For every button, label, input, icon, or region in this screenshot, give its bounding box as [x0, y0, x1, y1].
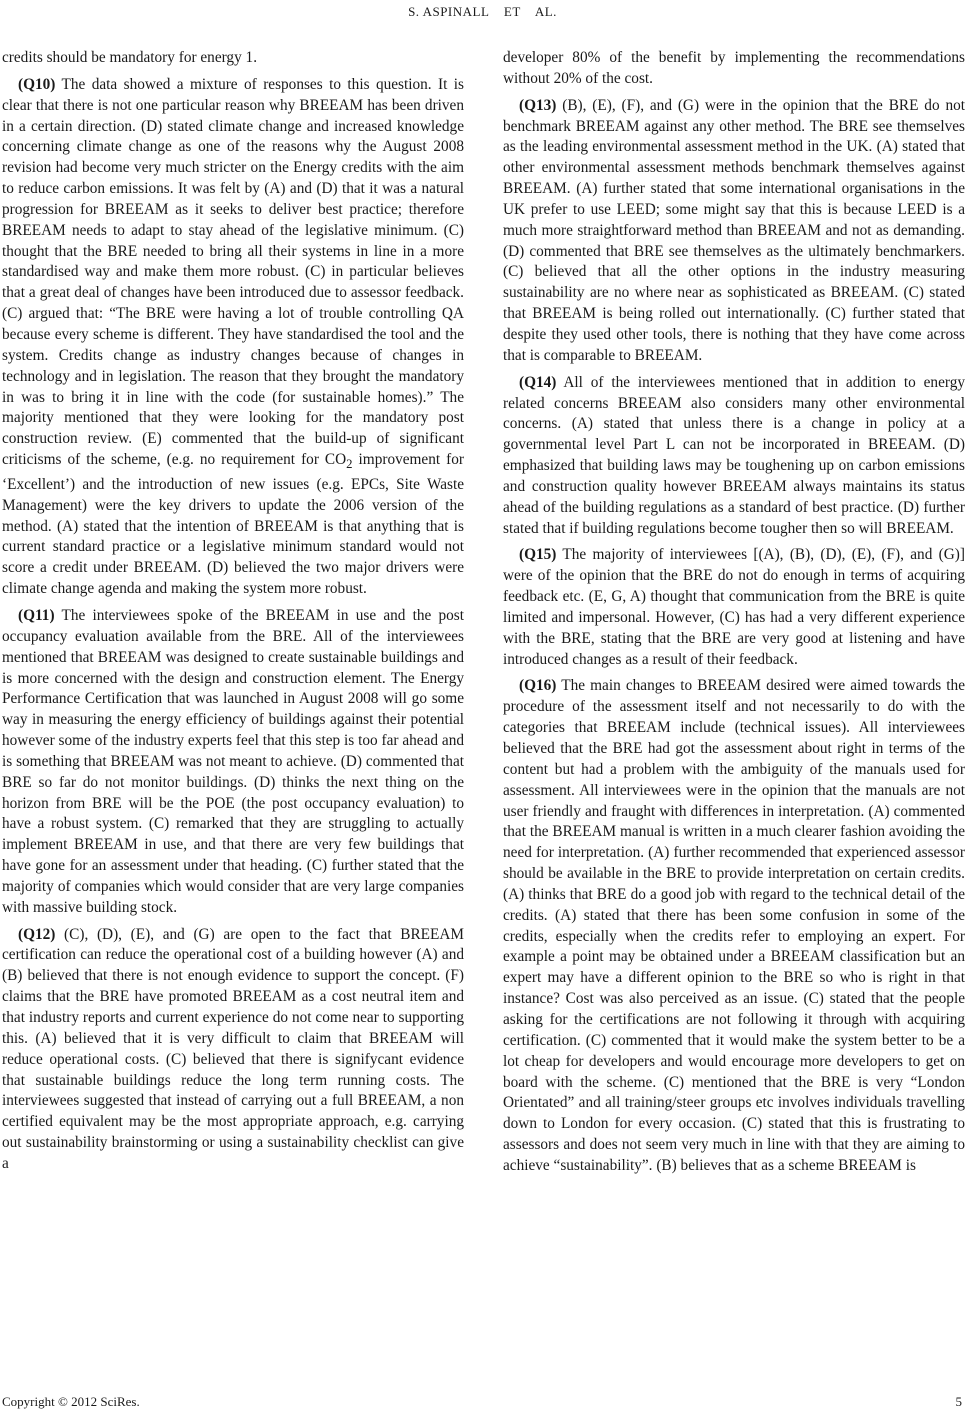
left-column [2, 48, 464, 1181]
question-label: (Q15) [519, 546, 557, 564]
question-label: (Q11) [18, 606, 55, 624]
question-label: (Q14) [519, 373, 557, 391]
paragraph-q16 [503, 676, 965, 1176]
paragraph-text: The main changes to BREEAM desired were aimed towards the procedure of the assessment itself and not necessarily to do with the categories that BREEAM include (technical issues). All interviewees believed that the BRE had got the assessment about right in terms of the content but had a problem with the ambiguity of the manuals used for assessment. All interviewees were in the opinion that the manuals are not user friendly and fraught with differences in interpretation. (A) commented that the BREEAM manual is written in a much clearer fashion avoiding the need for interpretation. (A) further recommended that experienced assessor should be available in the BRE to provide interpretation on certain credits. (A) thinks that BRE do a good job with regard to the technical detail of the credits. (A) stated that there has been some confusion in some of the credits, especially when the credits refer to employing an expert. For example a point may be obtained under a BREEAM classification but an expert may have a different opinion to the BRE so who is right in that instance? Cost was also perceived as an issue. (C) stated that the people asking for the certifications are not following it through with acquiring certification. (C) commented that it would make the system better to be a lot cheap for developers and would encourage more developers to get on board with the scheme. (C) mentioned that the BRE is very “London Orientated” and all training/steer groups etc involves individuals travelling down to London for every occasion. (C) stated that this is frustrating to assessors and does not seem very much in line with that they are aiming to achieve “sustainability”. (B) believes that as a scheme BREEAM is [503, 677, 965, 1174]
paragraph-q14 [503, 373, 965, 540]
page-footer [2, 1394, 962, 1410]
paragraph-q13 [503, 96, 965, 367]
paragraph-continuation: credits should be mandatory for energy 1. [2, 49, 258, 66]
paragraph-text: improvement for ‘Excellent’) and the introduction of new issues (e.g. EPCs, Site Waste Management) were the key drivers to update the 2006 version of the method. (A) stated that the intention of BREEAM is that anything that is current standard practice or a legislative minimum standard would not score a credit under BREEAM. (D) believed the two major drivers were climate change agenda and making the system more robust. [2, 451, 464, 598]
question-label: (Q13) [519, 96, 557, 114]
paragraph-text: The data showed a mixture of responses to this question. It is clear that there is not one particular reason why BREEAM has been driven in a certain direction. (D) stated climate change and increased knowledge concerning climate change as one of the reasons why the August 2008 revision had become very much stricter on the Energy credits with the aim to reduce carbon emissions. It was felt by (A) and (D) that it was a natural progression for BREEAM as it seeks to deliver best practice; therefore BREEAM needs to adapt to stay ahead of the legislative minimum. (C) thought that the BRE needed to bring all their systems in line in a more standardised way and make them more robust. (C) in particular believes that a great deal of changes have been introduced due to assessor feedback. (C) argued that: “The BRE were having a lot of trouble controlling QA because every scheme is different. They have standardised the tool and the system. Credits change as industry changes because of changes in technology and in legislation. The reason that they brought the mandatory in was to bring it in line with the code (for sustainable homes).” The majority mentioned that they were looking for the mandatory post construction review. (E) commented that the build-up of significant criticisms of the scheme, (e.g. no requirement for CO [2, 75, 464, 469]
paragraph-q10 [2, 75, 464, 600]
right-column [503, 48, 965, 1183]
paragraph-text: (C), (D), (E), and (G) are open to the fact that BREEAM certification can reduce the operational cost of a building however (A) and (B) believed that there is not enough evidence to support the concept. (F) claims that the BRE have promoted BREEAM as a cost neutral item and that industry reports and current experience do not come near to supporting this. (A) believed that it is very difficult to claim that BREEAM will reduce operational costs. (C) believed that there is signifycant evidence that sustainable buildings reduce the long term running costs. The interviewees suggested that instead of carrying out a full BREEAM, a non certified equivalent may be the most appropriate approach, e.g. carrying out sustainability brainstorming or using a sustainability checklist can give a [2, 925, 464, 1172]
paragraph-text: The interviewees spoke of the BREEAM in use and the post occupancy evaluation available from the BRE. All of the interviewees mentioned that BREEAM was designed to create sustainable buildings and is more concerned with the design and construction element. The Energy Performance Certification that was launched in August 2008 will go some way in measuring the energy efficiency of buildings against their potential however some of the industry experts feel that this step is too far ahead and is something that BREEAM was not meant to achieve. (D) commented that BRE so far do not monitor buildings. (D) thinks the next thing on the horizon from BRE will be the POE (the post occupancy evaluation) to have a robust system. (C) remarked that they are struggling to actually implement BREEAM in use, and that there are very few buildings that have gone for an assessment under that heading. (C) further stated that the majority of companies which would consider that are very large companies with massive building stock. [2, 606, 464, 916]
paragraph-q12 [2, 925, 464, 1175]
paragraph-q11 [2, 606, 464, 919]
question-label: (Q10) [18, 75, 56, 93]
paragraph-continuation: developer 80% of the benefit by implementing the recommendations without 20% of the cost. [503, 49, 965, 87]
page-number: 5 [955, 1394, 962, 1409]
paragraph-text: (B), (E), (F), and (G) were in the opinion that the BRE do not benchmark BREEAM against any other method. The BRE see themselves as the leading environmental assessment method in the UK. (A) stated that other environmental assessment methods benchmark themselves against BREEAM. (A) further stated that some international organisations in the UK prefer to use LEED; some might say that this is because LEED is a much more straightforward method than BREEAM and not as demanding. (D) commented that BRE see themselves as the ultimately benchmarkers. (C) believed that all the other options in the industry measuring sustainability are no where near as sophisticated as BREEAM. (C) stated that BREEAM is being rolled out internationally. (C) further stated that despite they used other tools, there is nothing that they have come across that is comparable to BREEAM. [503, 96, 965, 364]
paragraph-q15 [503, 545, 965, 670]
question-label: (Q16) [519, 677, 557, 695]
subscript: 2 [346, 457, 353, 472]
paragraph-text: All of the interviewees mentioned that in addition to energy related concerns BREEAM also considers many other environmental concerns. (A) stated that unless there is a change in policy at a governmental level Part L can not be incorporated in BREEAM. (D) emphasized that building laws may be toughening up on carbon emissions and construction quality however BREEAM always maintains its status ahead of the building regulations as a standard of best practice. (D) further stated that if building regulations become tougher then so will BREEAM. [503, 373, 965, 537]
paragraph-text: The majority of interviewees [(A), (B), (D), (E), (F), and (G)] were of the opinion that the BRE do not do enough in terms of acquiring feedback etc. (E, G, A) thought that communication from the BRE is quite limited and impersonal. However, (C) has had a very different experience with the BRE, stating that the BRE are very good at listening and have introduced changes as a result of their feedback. [503, 546, 965, 668]
question-label: (Q12) [18, 925, 56, 943]
running-head: S. ASPINALL ET AL. [408, 4, 557, 19]
copyright: Copyright © 2012 SciRes. [2, 1394, 140, 1409]
